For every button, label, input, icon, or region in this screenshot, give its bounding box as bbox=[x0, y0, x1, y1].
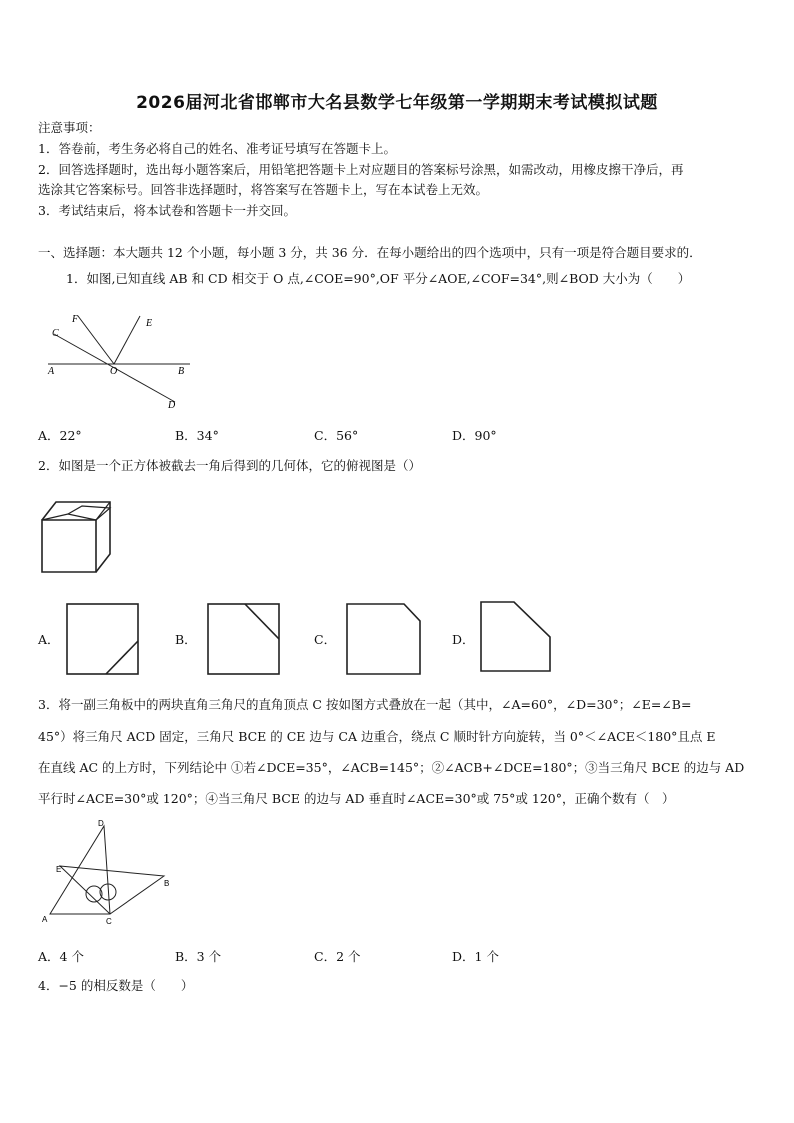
label-E: E bbox=[146, 318, 153, 329]
q2-option-c[interactable]: C． bbox=[314, 632, 337, 647]
label-A: A bbox=[48, 366, 55, 377]
q2-option-c-figure bbox=[346, 603, 422, 675]
question-3-figure bbox=[36, 818, 176, 928]
q2-option-a-figure bbox=[66, 603, 140, 675]
notice-item-3: 3．考试结束后，将本试卷和答题卡一并交回。 bbox=[38, 203, 296, 218]
q1-option-c[interactable]: C．56° bbox=[314, 428, 359, 443]
q1-option-a[interactable]: A．22° bbox=[38, 428, 82, 443]
question-1-figure bbox=[40, 310, 200, 410]
q3-option-b[interactable]: B．3 个 bbox=[175, 949, 222, 964]
q2-option-b-figure bbox=[207, 603, 281, 675]
question-2-solid-figure bbox=[38, 496, 118, 576]
question-3-line-1: 3．将一副三角板中的两块直角三角尺的直角顶点 C 按如图方式叠放在一起（其中，∠A=60°，∠D=30°；∠E=∠B= bbox=[38, 697, 692, 712]
notice-item-2: 2．回答选择题时，选出每小题答案后，用铅笔把答题卡上对应题目的答案标号涂黑，如需改动，用橡皮擦干净后，再 bbox=[38, 162, 684, 177]
label-D: D bbox=[98, 819, 104, 828]
notice-item-1: 1．答卷前，考生务必将自己的姓名、准考证号填写在答题卡上。 bbox=[38, 141, 396, 156]
label-D: D bbox=[168, 400, 176, 411]
page-title: 2026届河北省邯郸市大名县数学七年级第一学期期末考试模拟试题 bbox=[136, 93, 658, 113]
label-O: O bbox=[110, 366, 118, 377]
label-A: A bbox=[42, 915, 48, 924]
section-heading: 一、选择题：本大题共 12 个小题，每小题 3 分，共 36 分．在每小题给出的四个选项中，只有一项是符合题目要求的． bbox=[38, 245, 702, 260]
question-3-line-3: 在直线 AC 的上方时，下列结论中 ①若∠DCE=35°，∠ACB=145°；②∠ACB+∠DCE=180°；③当三角尺 BCE 的边与 AD bbox=[38, 760, 745, 775]
label-C: C bbox=[52, 328, 59, 339]
q3-option-c[interactable]: C．2 个 bbox=[314, 949, 361, 964]
q2-option-d-figure bbox=[480, 601, 554, 673]
question-3-line-4: 平行时∠ACE=30°或 120°；④当三角尺 BCE 的边与 AD 垂直时∠ACE=30°或 75°或 120°，正确个数有（ ） bbox=[38, 791, 675, 806]
label-B: B bbox=[178, 366, 185, 377]
q2-option-a[interactable]: A． bbox=[38, 632, 60, 647]
q1-option-d[interactable]: D．90° bbox=[452, 428, 497, 443]
notice-heading: 注意事项： bbox=[38, 120, 101, 135]
q3-option-a[interactable]: A．4 个 bbox=[38, 949, 84, 964]
notice-item-2-cont: 选涂其它答案标号。回答非选择题时，将答案写在答题卡上，写在本试卷上无效。 bbox=[38, 182, 489, 197]
q2-option-b[interactable]: B． bbox=[175, 632, 197, 647]
label-F: F bbox=[72, 314, 79, 325]
question-2-stem: 2．如图是一个正方体被截去一角后得到的几何体，它的俯视图是（） bbox=[38, 458, 421, 473]
q1-option-b[interactable]: B．34° bbox=[175, 428, 219, 443]
question-3-line-2: 45°）将三角尺 ACD 固定，三角尺 BCE 的 CE 边与 CA 边重合，绕点 C 顺时针方向旋转，当 0°＜∠ACE＜180°且点 E bbox=[38, 729, 716, 744]
question-1-stem: 1．如图,已知直线 AB 和 CD 相交于 O 点,∠COE=90°,OF 平分∠AOE,∠COF=34°,则∠BOD 大小为（ ） bbox=[66, 271, 691, 286]
label-C: C bbox=[106, 917, 112, 926]
q3-option-d[interactable]: D．1 个 bbox=[452, 949, 499, 964]
question-4-stem: 4．−5 的相反数是（ ） bbox=[38, 978, 194, 993]
label-E: E bbox=[56, 865, 62, 874]
label-B: B bbox=[164, 879, 170, 888]
q2-option-d[interactable]: D． bbox=[452, 632, 475, 647]
